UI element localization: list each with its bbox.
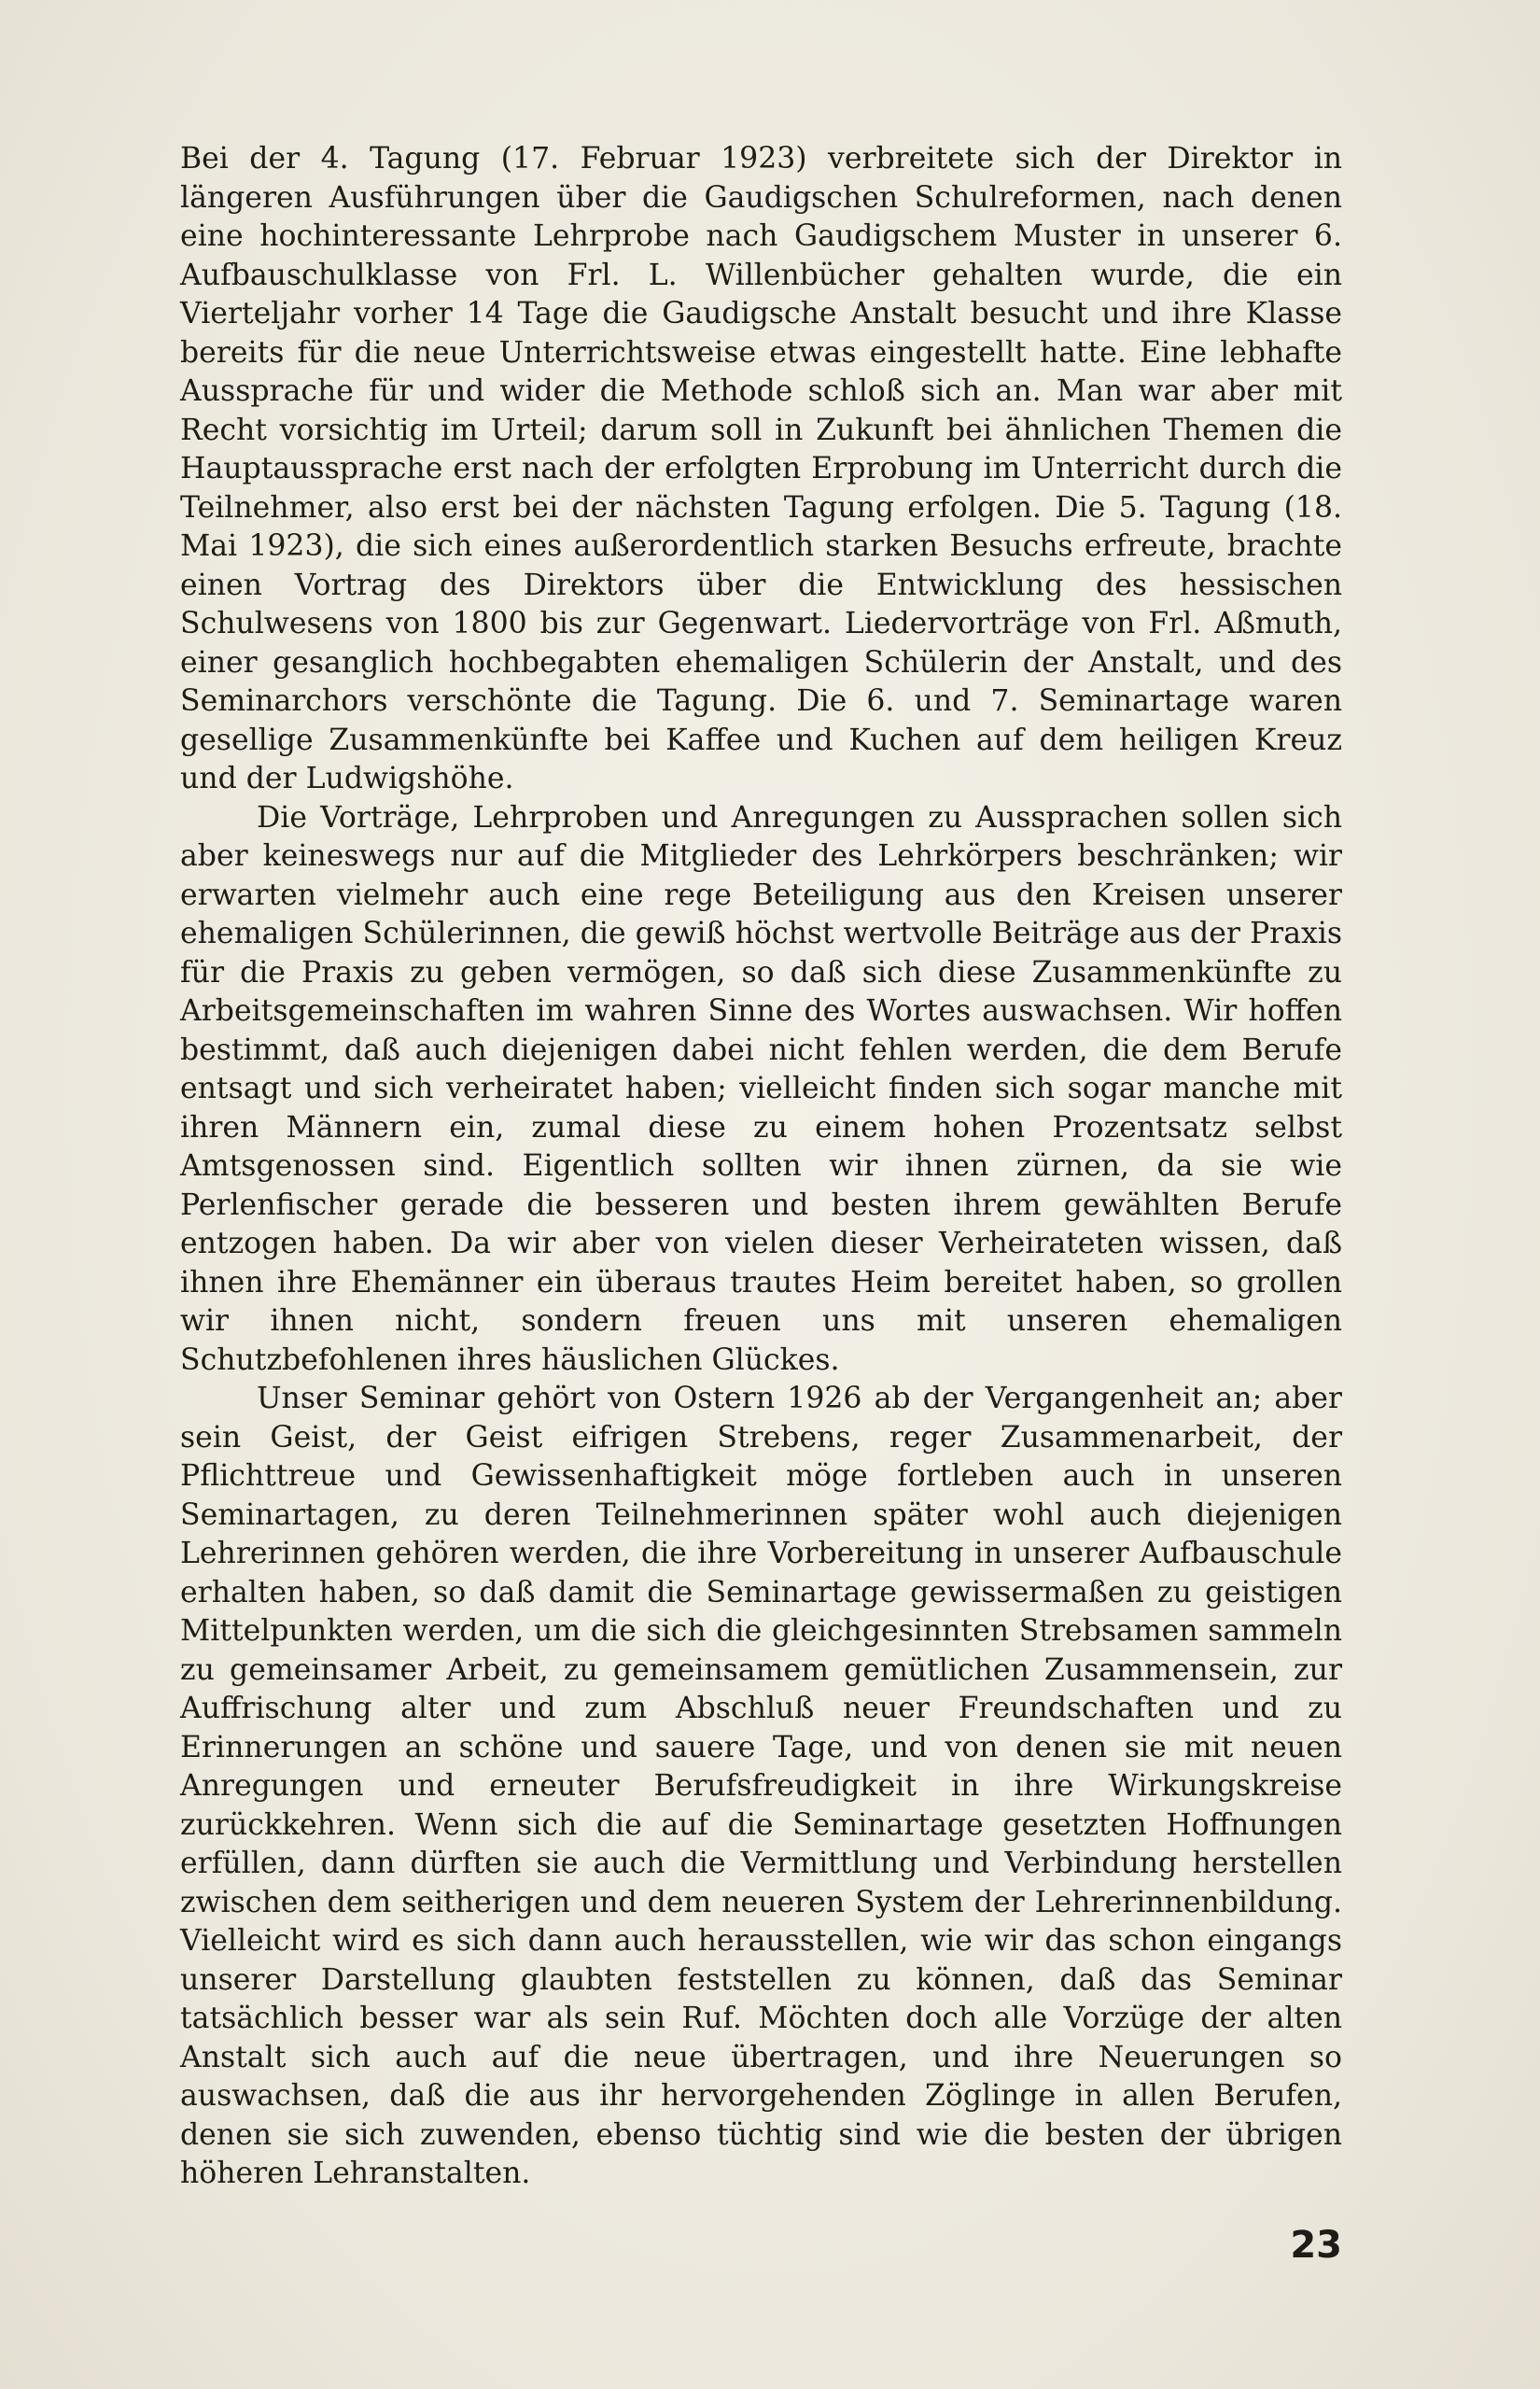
page-number: 23 xyxy=(1290,2224,1342,2267)
paragraph-participation: Die Vorträge, Lehrproben und Anregungen zu Aussprachen sollen sich aber keineswegs nur auf die Mitglieder des Lehrkörpers beschränken; wir erwarten vielmehr auch eine rege Beteiligung aus den Kreisen unserer ehemaligen Schülerinnen, die gewiß höchst wertvolle Beiträge aus der Praxis für die Praxis zu geben vermögen, so daß sich diese Zusammenkünfte zu Arbeitsgemeinschaften im wahren Sinne des Wortes auswachsen. Wir hoffen bestimmt, daß auch diejenigen dabei nicht fehlen werden, die dem Berufe entsagt und sich verheiratet haben; vielleicht finden sich sogar manche mit ihren Männern ein, zumal diese zu einem hohen Prozentsatz selbst Amtsgenossen sind. Eigentlich sollten wir ihnen zürnen, da sie wie Perlenfischer gerade die besseren und besten ihrem gewählten Berufe entzogen haben. Da wir aber von vielen dieser Verheirateten wissen, daß ihnen ihre Ehemänner ein überaus trautes Heim bereitet haben, so grollen wir ihnen nicht, sondern freuen uns mit unseren ehemaligen Schutzbefohlenen ihres häuslichen Glückes. xyxy=(180,800,1342,1377)
body-text xyxy=(180,140,1342,2194)
paragraph-seminar-future: Unser Seminar gehört von Ostern 1926 ab der Vergangenheit an; aber sein Geist, der Geist eifrigen Strebens, reger Zusammenarbeit, der Pflichttreue und Gewissenhaftigkeit möge fortleben auch in unseren Seminartagen, zu deren Teilnehmerinnen später wohl auch diejenigen Lehrerinnen gehören werden, die ihre Vorbereitung in unserer Aufbauschule erhalten haben, so daß damit die Seminartage gewissermaßen zu geistigen Mittelpunkten werden, um die sich die gleichgesinnten Strebsamen sammeln zu gemeinsamer Arbeit, zu gemeinsamem gemütlichen Zusammensein, zur Auffrischung alter und zum Abschluß neuer Freundschaften und zu Erinnerungen an schöne und sauere Tage, und von denen sie mit neuen Anregungen und erneuter Berufsfreudigkeit in ihre Wirkungskreise zurückkehren. Wenn sich die auf die Seminartage gesetzten Hoffnungen erfüllen, dann dürften sie auch die Vermittlung und Verbindung herstellen zwischen dem seitherigen und dem neueren System der Lehrerinnenbildung. Vielleicht wird es sich dann auch herausstellen, wie wir das schon eingangs unserer Darstellung glaubten feststellen zu können, daß das Seminar tatsächlich besser war als sein Ruf. Möchten doch alle Vorzüge der alten Anstalt sich auch auf die neue übertragen, und ihre Neuerungen so auswachsen, daß die aus ihr hervorgehenden Zöglinge in allen Berufen, denen sie sich zuwenden, ebenso tüchtig sind wie die besten der übrigen höheren Lehranstalten. xyxy=(180,1382,1342,2190)
paragraph-fourth-and-fifth-meetings: Bei der 4. Tagung (17. Februar 1923) verbreitete sich der Direktor in längeren Ausführungen über die Gaudigschen Schulreformen, nach denen eine hochinteressante Lehrprobe nach Gaudigschem Muster in unserer 6. Aufbauschulklasse von Frl. L. Willenbücher gehalten wurde, die ein Vierteljahr vorher 14 Tage die Gaudigsche Anstalt besucht und ihre Klasse bereits für die neue Unterrichtsweise etwas eingestellt hatte. Eine lebhafte Aussprache für und wider die Methode schloß sich an. Man war aber mit Recht vorsichtig im Urteil; darum soll in Zukunft bei ähnlichen Themen die Hauptaussprache erst nach der erfolgten Erprobung im Unterricht durch die Teilnehmer, also erst bei der nächsten Tagung erfolgen. Die 5. Tagung (18. Mai 1923), die sich eines außerordentlich starken Besuchs erfreute, brachte einen Vortrag des Direktors über die Entwicklung des hessischen Schulwesens von 1800 bis zur Gegenwart. Liedervorträge von Frl. Aßmuth, einer gesanglich hochbegabten ehemaligen Schülerin der Anstalt, und des Seminarchors verschönte die Tagung. Die 6. und 7. Seminartage waren gesellige Zusammenkünfte bei Kaffee und Kuchen auf dem heiligen Kreuz und der Ludwigshöhe. xyxy=(180,142,1342,795)
